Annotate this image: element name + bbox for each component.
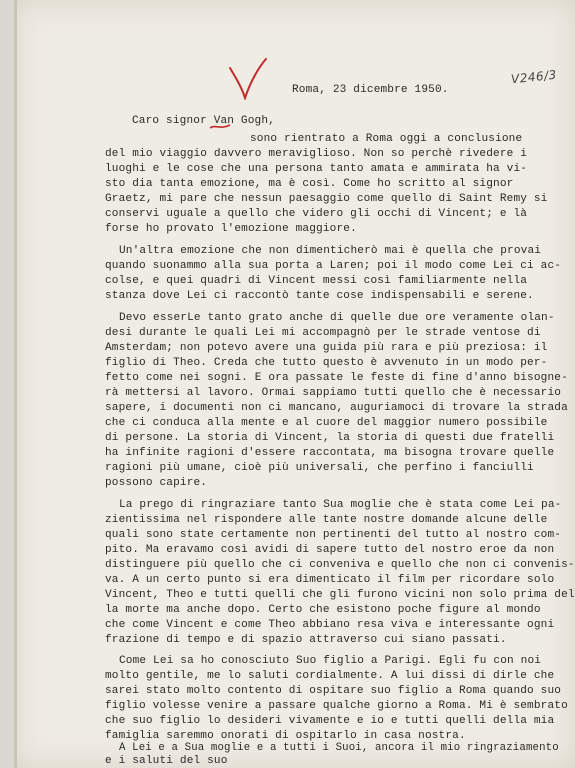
letter-date: Roma, 23 dicembre 1950. xyxy=(292,84,449,96)
letter-line: ha infinite ragioni d'essere raccontata, ma bisogna trovare quelle xyxy=(105,447,555,459)
letter-line: del mio viaggio davvero meraviglioso. Non so perchè rivedere i xyxy=(105,148,528,160)
letter-line: figlio volesse venire a passare qualche giorno a Roma. Mi è sembrato xyxy=(105,700,568,712)
letter-line: Amsterdam; non potevo avere una guida più rara e più preziosa: il xyxy=(105,342,548,354)
letter-line: Un'altra emozione che non dimenticherò mai è quella che provai xyxy=(119,245,542,257)
letter-line: possono capire. xyxy=(105,477,208,489)
letter-line: molto gentile, me lo saluti cordialmente. A lui dissi di dirle che xyxy=(105,670,555,682)
letter-line: rà mettersi al lavoro. Ormai sappiamo tutti quello che è necessario xyxy=(105,387,562,399)
letter-line: frazione di tempo e di spazio attraverso cui siano passati. xyxy=(105,634,507,646)
letter-line: sto dia tanta emozione, ma è così. Come ho scritto al signor xyxy=(105,178,514,190)
letter-line: sono rientrato a Roma oggi a conclusione xyxy=(250,133,523,145)
letter-line: ragioni più umane, cioè più universali, che perfino i fanciulli xyxy=(105,462,534,474)
red-check-mark-icon xyxy=(228,58,268,100)
letter-line: di persone. La storia di Vincent, la storia di questi due fratelli xyxy=(105,432,555,444)
letter-line: famiglia saremmo onorati di ospitarlo in casa nostra. xyxy=(105,730,466,742)
letter-line: sapere, i documenti non ci mancano, auguriamoci di trovare la strada xyxy=(105,402,568,414)
letter-line: desi durante le quali Lei mi accompagnò per le strade ventose di xyxy=(105,327,541,339)
letter-line: luoghi e le cose che una persona tanto amata e ammirata ha vi- xyxy=(105,163,528,175)
letter-line: che suo figlio lo desideri vivamente e io e tutti quelli della mia xyxy=(105,715,555,727)
letter-line: la morte ma anche dopo. Certo che esistono poche figure al mondo xyxy=(105,604,541,616)
letter-line: pito. Ma eravamo così avidi di sapere tutto del nostro eroe da non xyxy=(105,544,555,556)
letter-line: colse, e quei quadri di Vincent messi così familiarmente nella xyxy=(105,275,528,287)
letter-line: La prego di ringraziare tanto Sua moglie che è stata come Lei pa- xyxy=(119,499,562,511)
letter-line: fetto come nei sogni. E ora passate le feste di fine d'anno bisogne- xyxy=(105,372,568,384)
letter-line: quando suonammo alla sua porta a Laren; poi il modo come Lei ci ac- xyxy=(105,260,562,272)
letter-line: quali sono state certamente non pertinenti del tutto al nostro com- xyxy=(105,529,562,541)
archive-reference: V246/3 xyxy=(510,67,558,87)
letter-line: distinguere più quello che ci conveniva e quello che non ci convenis- xyxy=(105,559,575,571)
letter-line: forse ho provato l'emozione maggiore. xyxy=(105,223,357,235)
letter-page xyxy=(14,0,575,768)
letter-line: sarei stato molto contento di ospitare suo figlio a Roma quando suo xyxy=(105,685,562,697)
letter-line: figlio di Theo. Creda che tutto questo è avvenuto in un modo per- xyxy=(105,357,548,369)
letter-salutation: Caro signor Van Gogh, xyxy=(132,115,275,127)
letter-line: Graetz, mi pare che nessun paesaggio come quello di Saint Remy si xyxy=(105,193,548,205)
letter-line: Devo esserLe tanto grato anche di quelle due ore veramente olan- xyxy=(119,312,555,324)
letter-line: A Lei e a Sua moglie e a tutti i Suoi, ancora il mio ringraziamento xyxy=(119,742,559,754)
letter-line: zientissima nel rispondere alle tante nostre domande alcune delle xyxy=(105,514,548,526)
letter-line: Come Lei sa ho conosciuto Suo figlio a Parigi. Egli fu con noi xyxy=(119,655,542,667)
letter-line: conservi uguale a quello che videro gli occhi di Vincent; e là xyxy=(105,208,528,220)
letter-line: stanza dove Lei ci raccontò tante cose indispensabili e serene. xyxy=(105,290,534,302)
letter-line: Vincent, Theo e tutti quelli che gli furono vicini non solo prima del xyxy=(105,589,575,601)
letter-line: va. A un certo punto si era dimenticato il film per ricordare solo xyxy=(105,574,555,586)
letter-line: che ci conduca alla mente e al cuore del maggior numero possibile xyxy=(105,417,548,429)
letter-line: e i saluti del suo xyxy=(105,755,228,767)
letter-line: che come Vincent e come Theo abbiano resa viva e interessante ogni xyxy=(105,619,555,631)
